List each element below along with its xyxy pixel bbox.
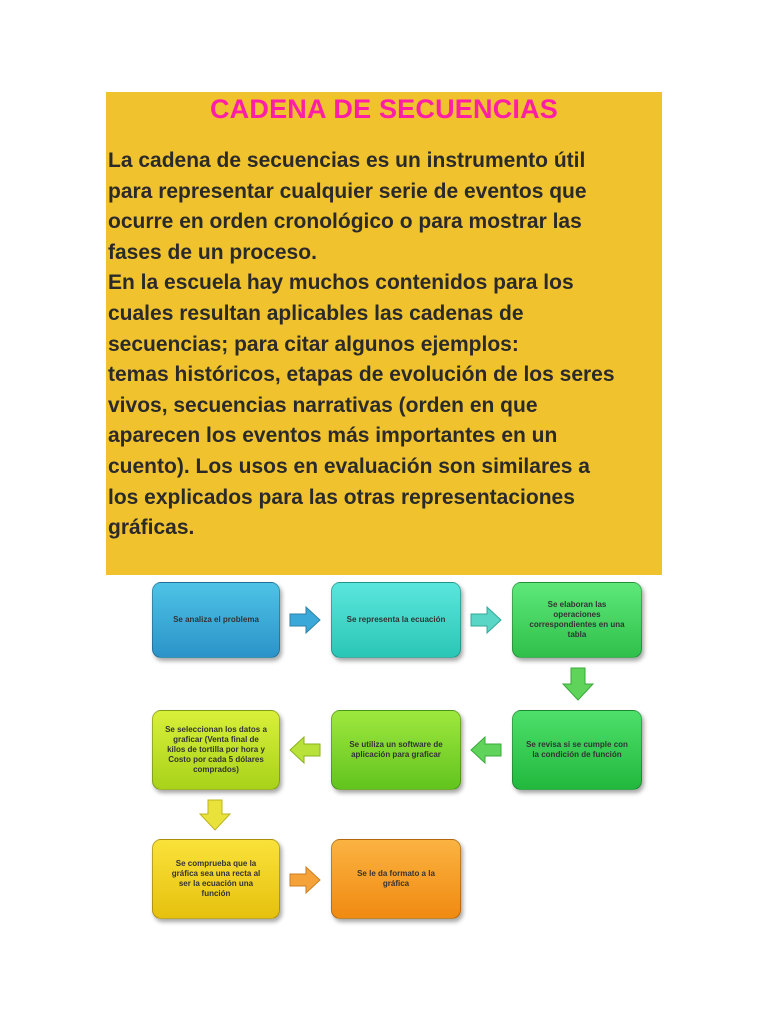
paragraph-line: La cadena de secuencias es un instrumento útil (108, 149, 586, 172)
paragraph-line: cuento). Los usos en evaluación son similares a (108, 454, 590, 478)
arrow-right-icon (288, 604, 322, 636)
arrow-left-icon (288, 734, 322, 766)
arrow-down-icon (561, 666, 595, 702)
paragraph-line: aparecen los eventos más importantes en un (108, 424, 558, 448)
step-represent-equation: Se representa la ecuación (331, 582, 461, 658)
description-paragraph (108, 146, 660, 544)
paragraph-line: temas históricos, etapas de evolución de los seres (108, 363, 615, 387)
step-build-table: Se elaboran las operaciones correspondientes en una tabla (512, 582, 642, 658)
step-select-data: Se seleccionan los datos a graficar (Venta final de kilos de tortilla por hora y Costo por cada 5 dólares comprados) (152, 710, 280, 790)
page-title: CADENA DE SECUENCIAS (209, 94, 559, 124)
step-verify-line: Se comprueba que la gráfica sea una recta al ser la ecuación una función (152, 839, 280, 919)
text-panel (106, 92, 662, 575)
step-format-graph: Se le da formato a la gráfica (331, 839, 461, 919)
paragraph-line: para representar cualquier serie de eventos que (108, 179, 587, 203)
arrow-down-icon (198, 798, 232, 832)
paragraph-line: vivos, secuencias narrativas (orden en que (108, 393, 538, 417)
arrow-left-icon (469, 734, 503, 766)
arrow-right-icon (288, 864, 322, 896)
sequence-chain-diagram (106, 576, 662, 928)
paragraph-line: secuencias; para citar algunos ejemplos: (108, 332, 519, 356)
step-analyze-problem: Se analiza el problema (152, 582, 280, 658)
step-check-function: Se revisa si se cumple con la condición de función (512, 710, 642, 790)
paragraph-line: fases de un proceso. (108, 240, 317, 264)
paragraph-line: ocurre en orden cronológico o para mostrar las (108, 210, 582, 234)
step-use-software: Se utiliza un software de aplicación para graficar (331, 710, 461, 790)
paragraph-line: los explicados para las otras representaciones (108, 485, 575, 509)
paragraph-line: En la escuela hay muchos contenidos para los (108, 271, 574, 295)
paragraph-line: gráficas. (108, 516, 195, 540)
arrow-right-icon (469, 604, 503, 636)
paragraph-line: cuales resultan aplicables las cadenas de (108, 301, 524, 325)
